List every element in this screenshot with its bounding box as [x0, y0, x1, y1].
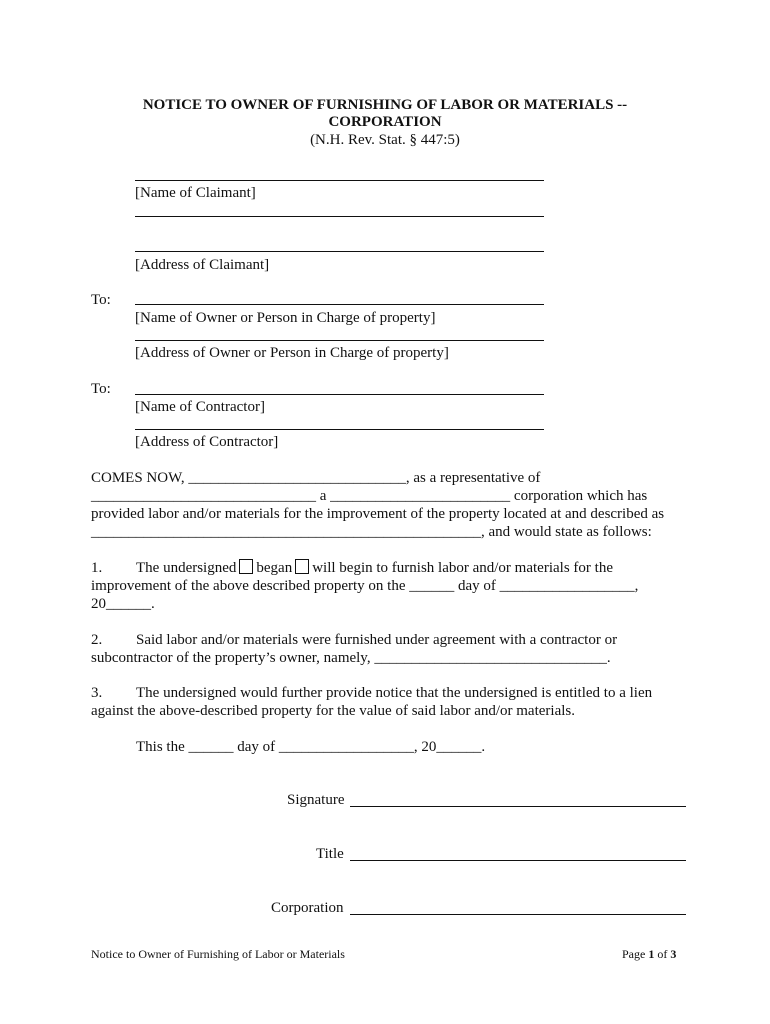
- contractor-address-line[interactable]: [135, 429, 544, 430]
- dated-line: This the ______ day of __________________, 20______.: [136, 739, 486, 755]
- footer-document-name: Notice to Owner of Furnishing of Labor or Materials: [91, 947, 345, 961]
- item-1-number: 1.: [91, 560, 103, 576]
- representative-text: , as a representative of: [405, 470, 541, 486]
- claimant-name-label: [Name of Claimant]: [135, 185, 256, 201]
- document-title-line1: NOTICE TO OWNER OF FURNISHING OF LABOR OR MATERIALS --: [142, 97, 628, 113]
- item-3-line-1: The undersigned would further provide notice that the undersigned is entitled to a lien: [136, 685, 653, 701]
- title-line[interactable]: [350, 860, 686, 861]
- contractor-name-line[interactable]: [135, 394, 544, 395]
- page-prefix: Page: [622, 947, 649, 961]
- intro-line-2: [91, 487, 647, 505]
- page-total: 3: [670, 947, 677, 961]
- property-description-blank[interactable]: ____________________________________________________: [91, 524, 481, 540]
- comes-now-text: COMES NOW,: [91, 470, 189, 486]
- owner-name-label: [Name of Owner or Person in Charge of property]: [135, 310, 436, 326]
- representative-name-blank[interactable]: _____________________________: [188, 470, 406, 486]
- claimant-address-line-2[interactable]: [135, 251, 544, 252]
- a-text: a: [316, 488, 331, 504]
- contractor-to-label: To:: [91, 381, 111, 397]
- will-begin-checkbox[interactable]: [295, 559, 309, 574]
- owner-address-line[interactable]: [135, 340, 544, 341]
- claimant-address-line-1[interactable]: [135, 216, 544, 217]
- item-2-line-1: Said labor and/or materials were furnished under agreement with a contractor or: [136, 632, 618, 648]
- intro-line-3: provided labor and/or materials for the improvement of the property located at and described as: [91, 506, 665, 522]
- statute-citation: (N.H. Rev. Stat. § 447:5): [310, 132, 460, 148]
- will-begin-label: will begin to furnish labor and/or materials for the: [312, 560, 613, 576]
- document-title-line2: CORPORATION: [328, 114, 442, 130]
- undersigned-text: The undersigned: [136, 560, 237, 576]
- corporation-name-blank[interactable]: ______________________________: [91, 488, 316, 504]
- intro-line-4: [91, 523, 652, 541]
- item-1-line-3: 20______.: [91, 596, 155, 612]
- owner-address-label: [Address of Owner or Person in Charge of property]: [135, 345, 449, 361]
- page-number: [622, 945, 676, 963]
- item-2-line-2: subcontractor of the property’s owner, namely, _______________________________.: [91, 650, 611, 666]
- corporation-state-blank[interactable]: ________________________: [330, 488, 511, 504]
- page-current: 1: [648, 947, 655, 961]
- state-as-follows-text: , and would state as follows:: [481, 524, 652, 540]
- item-1-line-2: improvement of the above described property on the ______ day of __________________,: [91, 578, 639, 594]
- intro-line-1: [91, 469, 540, 487]
- began-checkbox[interactable]: [239, 559, 253, 574]
- owner-name-line[interactable]: [135, 304, 544, 305]
- contractor-address-label: [Address of Contractor]: [135, 434, 279, 450]
- corporation-which-has-text: corporation which has: [510, 488, 648, 504]
- signature-line[interactable]: [350, 806, 686, 807]
- began-label: began: [256, 560, 293, 576]
- claimant-name-line[interactable]: [135, 180, 544, 181]
- item-3-line-2: against the above-described property for the value of said labor and/or materials.: [91, 703, 575, 719]
- corporation-label: Corporation: [271, 900, 344, 916]
- claimant-address-label: [Address of Claimant]: [135, 257, 270, 273]
- page-of: of: [654, 947, 671, 961]
- signature-label: Signature: [287, 792, 345, 808]
- item-3-number: 3.: [91, 685, 103, 701]
- item-1-line-1: [136, 559, 613, 577]
- owner-to-label: To:: [91, 292, 111, 308]
- contractor-name-label: [Name of Contractor]: [135, 399, 265, 415]
- item-2-number: 2.: [91, 632, 103, 648]
- corporation-line[interactable]: [350, 914, 686, 915]
- title-label: Title: [316, 846, 344, 862]
